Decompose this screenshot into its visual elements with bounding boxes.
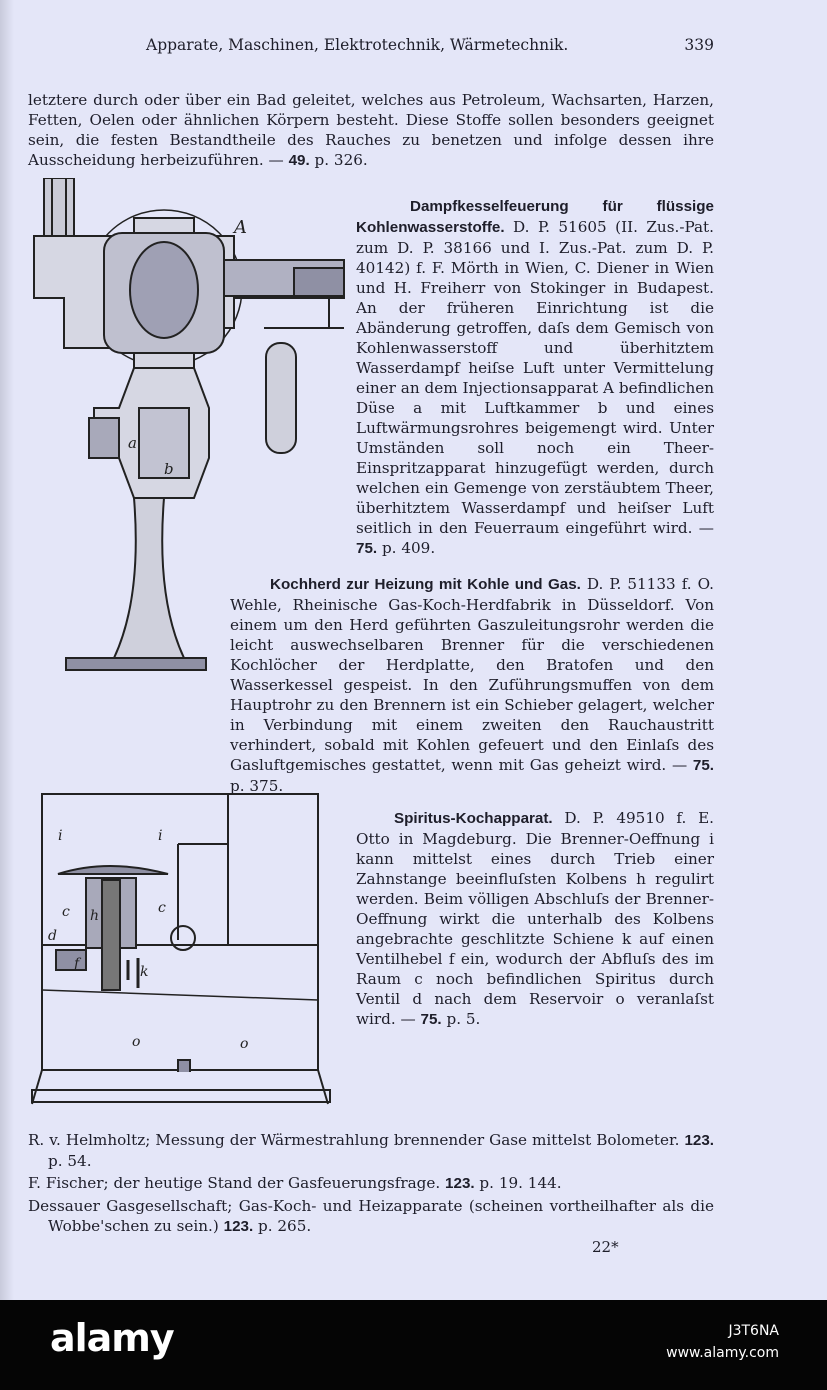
fig2-label-c-left: c xyxy=(62,904,70,920)
fig2-label-i-left: i xyxy=(58,828,63,844)
entry-dampfkessel: Dampfkesselfeuerung für flüssige Kohlenwasserstoffe. D. P. 51605 (II. Zus.-Pat. zum D. P. 38166 und I. Zus.-Pat. zum D. P. 40142) f. F. Mörth in Wien, C. Diener in Wien und H. Freiherr von Stokinger in Budapest. An der früheren Einrichtung ist die Abänderung getroffen, daſs dem Gemisch von Kohlenwasserstoff und überhitztem Wasserdampf heiſse Luft unter Vermittelung einer an dem Injectionsapparat A befindlichen Düse a mit Luftkammer b und eines Luftwärmungsrohres beigemengt wird. Unter Umständen soll noch ein Theer-Einspritzapparat hinzugefügt werden, durch welchen ein Gemenge von zerstäubtem Theer, überhitztem Wasserdampf und heiſser Luft seitlich in den Feuerraum eingeführt wird. — 75. p. 409. xyxy=(356,198,714,557)
header-title: Apparate, Maschinen, Elektrotechnik, Wärmetechnik. xyxy=(146,36,569,54)
entry-2-title: Kochherd zur Heizung mit Kohle und Gas. xyxy=(270,576,581,593)
stock-info xyxy=(666,1320,779,1364)
fig2-label-k: k xyxy=(140,964,149,980)
entry-1-title: Dampfkesselfeuerung für flüssige Kohlenwasserstoffe. xyxy=(356,198,714,236)
fig2-label-i-right: i xyxy=(158,828,163,844)
reference-helmholtz: R. v. Helmholtz; Messung der Wärmestrahlung brennender Gase mittelst Bolometer. 123. p. 54. xyxy=(28,1131,714,1170)
alamy-logo: alamy xyxy=(50,1316,174,1360)
references-list xyxy=(28,1130,714,1237)
entry-kochherd: Kochherd zur Heizung mit Kohle und Gas. D. P. 51133 f. O. Wehle, Rheinische Gas-Koch-Herdfabrik in Düsseldorf. Von einem um den Herd geführten Gaszuleitungsrohr werden die leicht auswechselbaren Brenner für die verschiedenen Kochlöcher der Herdplatte, den Bratofen und den Wasserkessel gespeist. In den Zuführungsmuffen von dem Hauptrohr zu den Brennern ist ein Schieber gelagert, welcher in Verbindung mit einem zweiten den Rauchaustritt verhindert, sobald mit Kohlen gefeuert und den Einlaſs des Gasluftgemisches gestattet, wenn mit Gas geheizt wird. — 75. p. 375. xyxy=(230,575,714,795)
image-id: J3T6NA xyxy=(728,1323,779,1339)
fig1-label-A: A xyxy=(234,217,247,238)
entry-3-title: Spiritus-Kochapparat. xyxy=(394,810,553,827)
fig2-label-o-right: o xyxy=(240,1036,249,1052)
fig2-label-o-left: o xyxy=(132,1034,141,1050)
intro-paragraph: letztere durch oder über ein Bad geleitet, welches aus Petroleum, Wachsarten, Harzen, Fetten, Oelen oder ähnlichen Körpern besteht. Diese Stoffe sollen besonders geeignet sein, die festen Bestandtheile des Rauches zu benetzen und infolge dessen ihre Ausscheidung herbeizuführen. — 49. p. 326. xyxy=(28,91,714,169)
fig2-label-c-right: c xyxy=(158,900,166,916)
fig2-label-d: d xyxy=(48,928,57,944)
fig2-label-h: h xyxy=(90,908,100,924)
stock-site: www.alamy.com xyxy=(666,1345,779,1361)
figure-spiritus-kochapparat xyxy=(28,790,342,1108)
running-header xyxy=(146,36,714,54)
page-number: 339 xyxy=(684,36,714,54)
fig2-label-f: f xyxy=(74,956,80,972)
fig1-label-a: a xyxy=(128,434,137,452)
entry-spiritus: Spiritus-Kochapparat. D. P. 49510 f. E. Otto in Magdeburg. Die Brenner-Oeffnung i kann mittelst eines durch Trieb einer Zahnstange beeinfluſsten Kolbens h regulirt werden. Beim völligen Abschluſs der Brenner-Oeffnung wirkt die unterhalb des Kolbens angebrachte geschlitzte Schiene k auf einen Ventilhebel f ein, wodurch der Abfluſs des im Raum c noch befindlichen Spiritus durch Ventil d nach dem Reservoir o veranlaſst wird. — 75. p. 5. xyxy=(356,809,714,1028)
fig1-label-b: b xyxy=(164,460,174,478)
reference-fischer: F. Fischer; der heutige Stand der Gasfeuerungsfrage. 123. p. 19. 144. xyxy=(28,1174,562,1192)
signature-mark: 22* xyxy=(592,1238,619,1256)
reference-dessauer: Dessauer Gasgesellschaft; Gas-Koch- und Heizapparate (scheinen vortheilhafter als die Wobbe'schen zu sein.) 123. p. 265. xyxy=(28,1197,714,1235)
